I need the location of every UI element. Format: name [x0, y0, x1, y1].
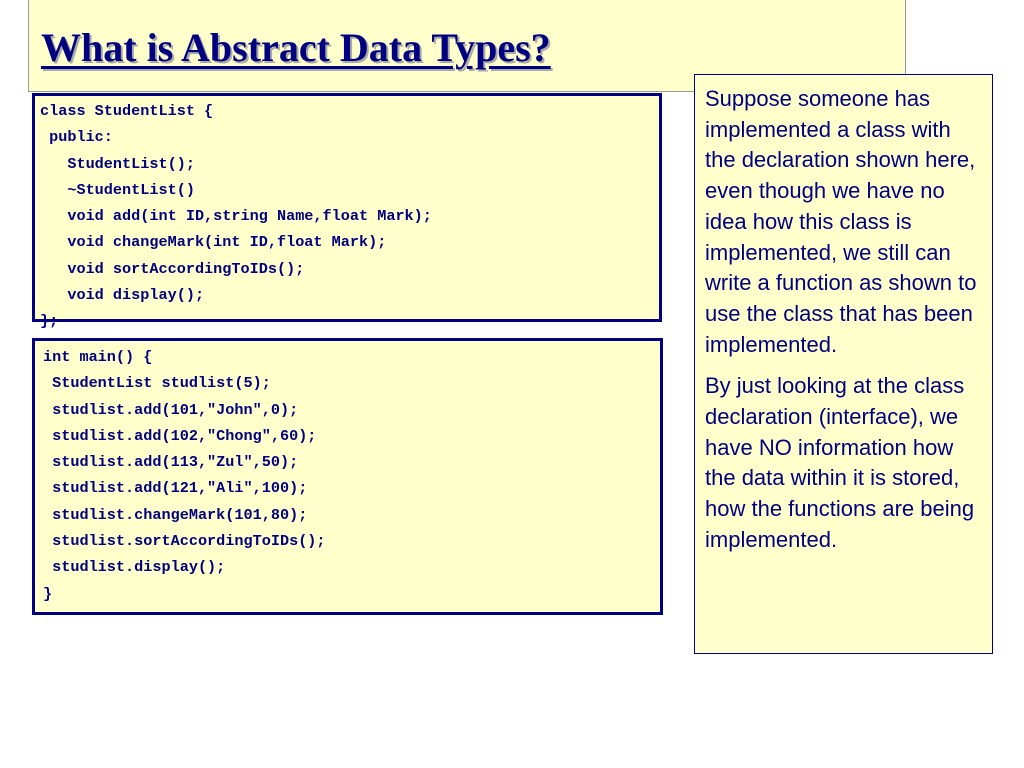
code-line: void display(); — [40, 286, 205, 305]
explanation-note — [694, 74, 993, 654]
code-line: studlist.add(113,"Zul",50); — [43, 453, 299, 472]
note-paragraph: By just looking at the class declaration (interface), we have NO information how the data within it is stored, how the functions are being implemented. — [705, 373, 975, 552]
code-line: StudentList(); — [40, 154, 195, 173]
code-line: studlist.display(); — [43, 558, 226, 577]
code-line: StudentList studlist(5); — [43, 374, 271, 393]
code-line: } — [43, 584, 53, 603]
note-paragraph: Suppose someone has implemented a class with the declaration shown here, even though we have no idea how this class is implemented, we still can write a function as shown to use the class that has been implemented. — [705, 86, 977, 357]
code-line: studlist.add(121,"Ali",100); — [43, 479, 308, 498]
code-line: public: — [40, 128, 113, 147]
code-line: studlist.sortAccordingToIDs(); — [43, 532, 326, 551]
code-line: studlist.changeMark(101,80); — [43, 505, 308, 524]
code-line: void changeMark(int ID,float Mark); — [40, 233, 387, 252]
code-line: int main() { — [43, 348, 153, 366]
code-line: ~StudentList() — [40, 180, 195, 199]
code-line: void sortAccordingToIDs(); — [40, 259, 305, 278]
main-function-code — [32, 338, 663, 615]
code-line: studlist.add(101,"John",0); — [43, 400, 299, 419]
code-line: void add(int ID,string Name,float Mark); — [40, 207, 432, 226]
code-line: class StudentList { — [40, 102, 214, 120]
class-declaration-code — [32, 93, 662, 331]
slide-title: What is Abstract Data Types? — [41, 25, 551, 70]
code-line: }; — [40, 312, 59, 331]
code-line: studlist.add(102,"Chong",60); — [43, 426, 317, 445]
